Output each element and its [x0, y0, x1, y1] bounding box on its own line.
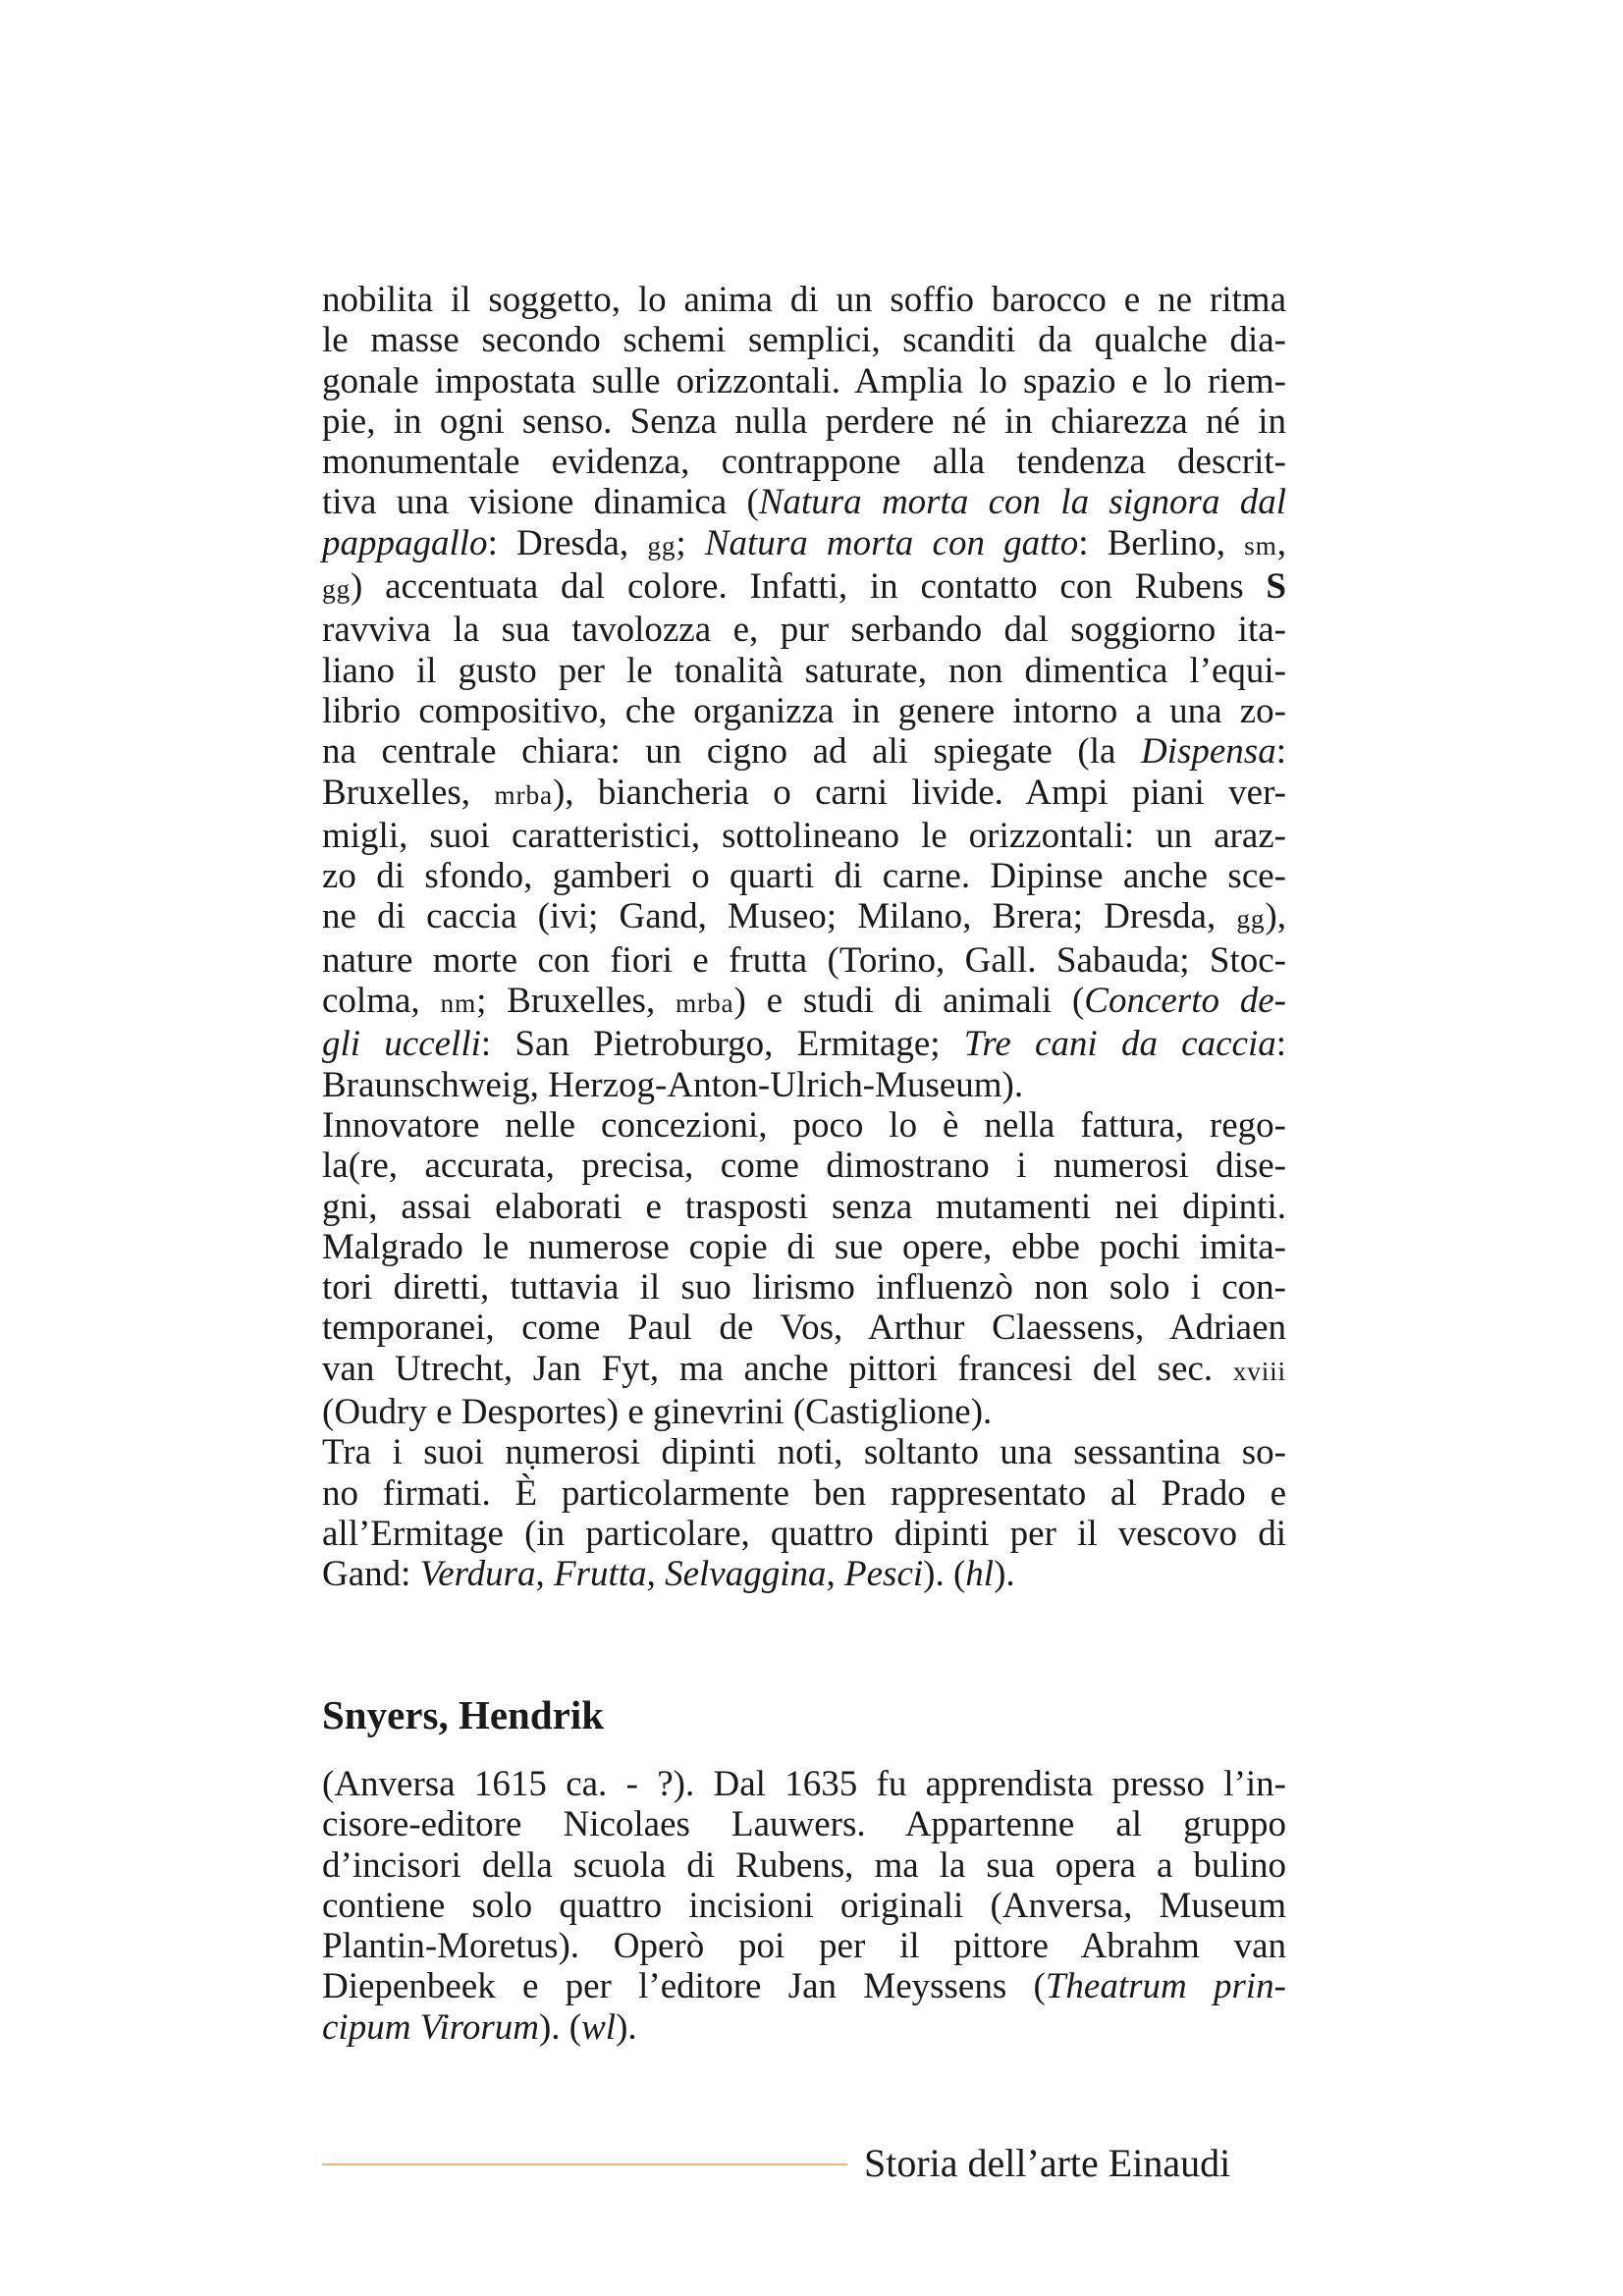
text-segment: d’incisori della scuola di Rubens, ma la sua opera a bulino: [322, 1844, 1286, 1886]
text-segment: ),: [1265, 896, 1286, 937]
text-line: [322, 1926, 1286, 1966]
text-segment: Braunschweig, Herzog-Anton-Ulrich-Museum).: [322, 1064, 1024, 1105]
text-line: [322, 610, 1286, 650]
text-segment: na centrale chiara: un cigno ad ali spiegate (la: [322, 731, 1141, 773]
text-line: [322, 566, 1286, 610]
text-segment: Innovatore nelle concezioni, poco lo è nella fattura, rego-: [322, 1104, 1286, 1146]
text-line: [322, 1227, 1286, 1267]
text-line: [322, 1804, 1286, 1844]
text-segment: pie, in ogni senso. Senza nulla perdere né in chiarezza né in: [322, 400, 1286, 442]
text-segment: ,: [1276, 522, 1286, 563]
text-segment: Plantin-Moretus). Operò poi per il pittore Abrahm van: [322, 1926, 1286, 1967]
text-line: [322, 940, 1286, 981]
text-line: [322, 1392, 1286, 1432]
text-line: [322, 361, 1286, 401]
text-segment: gg: [647, 530, 676, 561]
text-segment: : Dresda,: [487, 522, 648, 563]
text-segment: Concerto de-: [1084, 981, 1286, 1022]
text-line: [322, 1764, 1286, 1804]
text-line: [322, 1267, 1286, 1308]
text-line: [322, 731, 1286, 772]
text-line: [322, 401, 1286, 442]
text-segment: :: [1275, 1024, 1287, 1065]
body-text: [322, 280, 1286, 1595]
text-segment: ) accentuata dal colore. Infatti, in contatto con Rubens: [351, 566, 1267, 608]
entry-heading: Snyers, Hendrik: [322, 1692, 605, 1737]
footer-rule: [322, 2163, 847, 2165]
text-segment: Tre cani da caccia: [963, 1024, 1276, 1065]
text-line: [322, 1554, 1286, 1594]
text-segment: ). (: [923, 1554, 966, 1595]
text-line: [322, 1966, 1286, 2006]
footer-title: Storia dell’arte Einaudi: [864, 2141, 1231, 2185]
text-line: [322, 896, 1286, 939]
text-segment: Tra i suoi nụmerosi dipinti noti, soltanto una sessantina so-: [322, 1432, 1286, 1473]
text-segment: no firmati. È particolarmente ben rappresentato al Prado e: [322, 1472, 1286, 1514]
text-segment: gg: [322, 574, 352, 605]
text-segment: contiene solo quattro incisioni originali (Anversa, Museum: [322, 1885, 1286, 1926]
text-segment: (Oudry e Desportes) e ginevrini (Castiglione).: [322, 1392, 993, 1433]
text-line: [322, 1065, 1286, 1105]
text-line: [322, 320, 1286, 360]
text-segment: hl: [965, 1554, 995, 1595]
text-segment: nature morte con fiori e frutta (Torino, Gall. Sabauda; Stoc-: [322, 939, 1286, 981]
text-segment: zo di sfondo, gamberi o quarti di carne. Dipinse anche sce-: [322, 856, 1286, 897]
text-segment: ;: [676, 522, 705, 563]
text-segment: Natura morta con la signora dal: [758, 482, 1286, 523]
text-segment: ravviva la sua tavolozza e, pur serbando dal soggiorno ita-: [322, 610, 1286, 651]
text-segment: gg: [1236, 904, 1266, 934]
text-segment: nobilita il soggetto, lo anima di un soffio barocco e ne ritma: [322, 280, 1286, 320]
text-segment: le masse secondo schemi semplici, scanditi da qualche dia-: [322, 320, 1286, 361]
text-line: [322, 651, 1286, 691]
text-segment: ) e studi di animali (: [733, 981, 1085, 1022]
text-segment: ).: [616, 2006, 637, 2048]
text-line: [322, 1845, 1286, 1886]
text-segment: Diepenbeek e per l’editore Jan Meyssens (: [322, 1966, 1046, 2007]
text-segment: ).: [994, 1554, 1015, 1595]
text-segment: S: [1266, 566, 1286, 608]
text-segment: la(re, accurata, precisa, come dimostrano i numerosi dise-: [322, 1146, 1286, 1187]
text-line: [322, 1432, 1286, 1472]
text-line: [322, 1024, 1286, 1064]
text-segment: mrba: [676, 988, 734, 1019]
text-line: [322, 523, 1286, 566]
text-segment: Selvaggina: [665, 1554, 827, 1595]
text-line: [322, 1473, 1286, 1514]
text-segment: xviii: [1232, 1356, 1286, 1386]
text-line: [322, 856, 1286, 896]
text-segment: ne di caccia (ivi; Gand, Museo; Milano, Brera; Dresda,: [322, 896, 1237, 937]
text-segment: ; Bruxelles,: [476, 981, 676, 1022]
text-segment: gonale impostata sulle orizzontali. Amplia lo spazio e lo riem-: [322, 360, 1286, 401]
text-segment: nm: [440, 988, 477, 1019]
entry-text: [322, 1764, 1286, 2048]
text-segment: Pesci: [844, 1554, 924, 1595]
text-line: [322, 442, 1286, 482]
text-segment: : Berlino,: [1078, 522, 1245, 563]
text-segment: liano il gusto per le tonalità saturate, non dimentica l’equi-: [322, 650, 1286, 691]
text-line: [322, 280, 1286, 320]
text-segment: cisore-editore Nicolaes Lauwers. Appartenne al gruppo: [322, 1804, 1286, 1845]
text-line: [322, 482, 1286, 522]
text-segment: monumentale evidenza, contrappone alla tendenza descrit-: [322, 442, 1286, 483]
text-segment: van Utrecht, Jan Fyt, ma anche pittori francesi del sec.: [322, 1348, 1233, 1389]
text-segment: Dispensa: [1140, 731, 1276, 773]
text-segment: gli uccelli: [322, 1024, 481, 1065]
text-segment: librio compositivo, che organizza in genere intorno a una zo-: [322, 690, 1286, 731]
text-segment: :: [1275, 731, 1286, 773]
text-segment: sm: [1244, 530, 1277, 561]
text-line: [322, 816, 1286, 856]
text-segment: Verdura: [419, 1554, 536, 1595]
text-segment: Theatrum prin-: [1045, 1966, 1287, 2007]
text-segment: Frutta: [554, 1554, 647, 1595]
text-segment: : San Pietroburgo, Ermitage;: [480, 1024, 964, 1065]
text-segment: gni, assai elaborati e trasposti senza mutamenti nei dipinti.: [322, 1186, 1286, 1227]
text-segment: mrba: [494, 779, 553, 810]
text-segment: all’Ermitage (in particolare, quattro dipinti per il vescovo di: [322, 1513, 1286, 1554]
text-line: [322, 1514, 1286, 1554]
text-segment: pappagallo: [322, 522, 488, 563]
text-line: [322, 1105, 1286, 1146]
text-segment: temporanei, come Paul de Vos, Arthur Claessens, Adriaen: [322, 1308, 1286, 1349]
text-segment: ,: [826, 1554, 845, 1595]
text-line: [322, 1886, 1286, 1926]
text-line: [322, 1349, 1286, 1392]
text-segment: ,: [535, 1554, 555, 1595]
text-segment: Bruxelles,: [322, 772, 495, 813]
text-segment: Natura morta con gatto: [704, 522, 1079, 563]
text-segment: ), biancheria o carni livide. Ampi piani ver-: [552, 772, 1286, 813]
text-line: [322, 2007, 1286, 2048]
text-segment: (Anversa 1615 ca. - ?). Dal 1635 fu apprendista presso l’in-: [322, 1764, 1286, 1804]
text-segment: Gand:: [322, 1554, 420, 1595]
text-segment: wl: [581, 2006, 617, 2048]
text-segment: tiva una visione dinamica (: [322, 482, 759, 523]
text-line: [322, 1308, 1286, 1348]
text-segment: migli, suoi caratteristici, sottolineano le orizzontali: un araz-: [322, 815, 1286, 856]
text-segment: cipum Virorum: [322, 2006, 539, 2048]
text-line: [322, 1146, 1286, 1186]
text-line: [322, 773, 1286, 816]
text-line: [322, 691, 1286, 731]
text-line: [322, 981, 1286, 1024]
text-line: [322, 1187, 1286, 1227]
text-segment: colma,: [322, 981, 441, 1022]
text-segment: ). (: [538, 2006, 582, 2048]
text-segment: tori diretti, tuttavia il suo lirismo influenzò non solo i con-: [322, 1267, 1286, 1308]
text-segment: Malgrado le numerose copie di sue opere, ebbe pochi imita-: [322, 1226, 1286, 1267]
text-segment: ,: [646, 1554, 666, 1595]
